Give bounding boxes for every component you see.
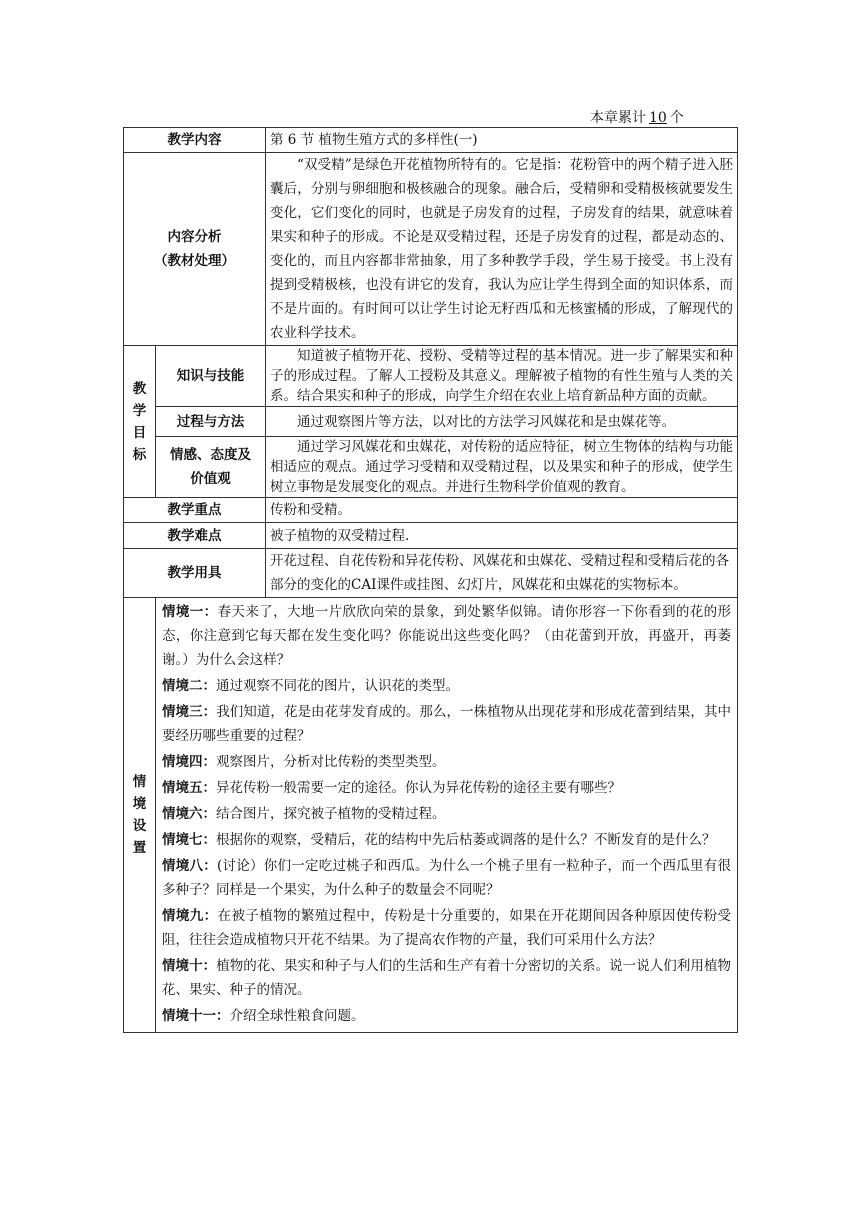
scenarios-label-char: 设 [132,818,147,834]
row-tools [124,549,738,598]
row-scenarios [124,598,738,1033]
process-text: 通过观察图片等方法，以对比的方法学习风媒花和是虫媒花等。 [266,407,738,437]
row-goal-attitude [124,437,738,498]
attitude-label [156,437,266,498]
goals-label-char: 教 [132,380,147,397]
scenario-text: 春天来了，大地一片欣欣向荣的景象，到处繁华似锦。请你形容一下你看到的花的形态，你注意到它每天都在发生变化吗？你能说出这些变化吗？（由花蕾到开放，再盛开，再萎谢。）为什么会这样？ [162,604,732,668]
scenario-item [162,700,731,748]
scenario-label: 情境十： [162,958,217,974]
analysis-label-line1: 内容分析 [167,229,222,245]
chapter-counter [590,107,684,127]
tools-value: 开花过程、自花传粉和异花传粉、风媒花和虫媒花、受精过程和受精后花的各部分的变化的CAI课件或挂图、幻灯片，风媒花和虫媒花的实物标本。 [266,549,738,598]
scenario-item [162,954,731,1002]
key-point-value: 传粉和受精。 [266,498,738,523]
scenario-item [162,854,731,902]
analysis-label-line2: （教材处理） [154,253,235,269]
scenario-item [162,828,731,852]
knowledge-text: 知道被子植物开花、授粉、受精等过程的基本情况。进一步了解果实和种子的形成过程。了解人工授粉及其意义。理解被子植物的有性生殖与人类的关系。结合果实和种子的形成，向学生介绍在农业上培育新品种方面的贡献。 [266,346,738,407]
analysis-text: “双受精”是绿色开花植物所特有的。它是指：花粉管中的两个精子进入胚囊后，分别与卵细胞和极核融合的现象。融合后，受精卵和受精极核就要发生变化，它们变化的同时，也就是子房发育的过程，子房发育的结果，就意味着果实和种子的形成。不论是双受精过程，还是子房发育的过程，都是动态的、变化的，而且内容都非常抽象，用了多种教学手段，学生易于接受。书上没有提到受精极核，也没有讲它的发育，我认为应让学生得到全面的知识体系，而不是片面的。有时间可以让学生讨论无籽西瓜和无核蜜橘的形成，了解现代的农业科学技术。 [266,153,738,346]
goals-label-char: 标 [132,446,147,463]
content-label: 教学内容 [124,128,266,153]
scenario-label: 情境八： [162,858,217,874]
difficulty-value: 被子植物的双受精过程. [266,523,738,549]
scenario-text: 观察图片，分析对比传粉的类型类型。 [216,754,446,770]
row-analysis [124,153,738,346]
counter-suffix: 个 [669,110,684,126]
scenario-text: 植物的花、果实和种子与人们的生活和生产有着十分密切的关系。说一说人们利用植物花、果实、种子的情况。 [162,958,732,998]
scenario-item [162,802,731,826]
scenario-item [162,600,731,672]
key-point-label: 教学重点 [124,498,266,523]
difficulty-label: 教学难点 [124,523,266,549]
row-difficulty [124,523,738,549]
counter-value: 10 [649,110,667,126]
scenario-text: (讨论）你们一定吃过桃子和西瓜。为什么一个桃子里有一粒种子，而一个西瓜里有很多种子？同样是一个果实，为什么种子的数量会不同呢？ [162,858,731,898]
attitude-text: 通过学习风媒花和虫媒花，对传粉的适应特征，树立生物体的结构与功能相适应的观点。通过学习受精和双受精过程，以及果实和种子的形成，使学生树立事物是发展变化的观点。并进行生物科学价值观的教育。 [266,437,738,498]
scenario-text: 结合图片，探究被子植物的受精过程。 [216,806,446,822]
scenario-label: 情境五： [162,780,216,796]
scenario-item [162,1004,731,1028]
scenario-item [162,904,731,952]
scenario-label: 情境二： [162,678,216,694]
scenario-text: 介绍全球性粮食问题。 [229,1008,365,1024]
scenario-label: 情境十一： [162,1008,230,1024]
scenarios-label-char: 置 [132,840,147,856]
counter-prefix: 本章累计 [590,110,646,126]
scenario-label: 情境九： [162,908,218,924]
content-value: 第 6 节 植物生殖方式的多样性(一) [266,128,738,153]
scenario-label: 情境六： [162,806,216,822]
goals-label-char: 学 [132,402,147,419]
knowledge-label: 知识与技能 [156,346,266,407]
scenario-text: 根据你的观察，受精后，花的结构中先后枯萎或调落的是什么？不断发育的是什么？ [216,832,716,848]
scenario-text: 通过观察不同花的图片，认识花的类型。 [216,678,459,694]
scenarios-label [124,598,156,1033]
goals-label [124,346,156,498]
attitude-label-line2: 价值观 [190,471,231,487]
row-goal-process [124,407,738,437]
tools-label: 教学用具 [124,549,266,598]
scenario-text: 在被子植物的繁殖过程中，传粉是十分重要的，如果在开花期间因各种原因使传粉受阻，往往会造成植物只开花不结果。为了提高农作物的产量，我们可采用什么方法？ [162,908,732,948]
scenario-label: 情境四： [162,754,216,770]
lesson-plan-table [123,127,738,1033]
attitude-label-line1: 情感、态度及 [170,447,251,463]
scenario-label: 情境七： [162,832,216,848]
scenarios-label-char: 情 [132,774,147,790]
scenario-item [162,750,731,774]
goals-label-char: 目 [132,424,147,441]
scenario-label: 情境三： [162,704,217,720]
scenario-item [162,776,731,800]
row-key-point [124,498,738,523]
row-content [124,128,738,153]
scenario-text: 我们知道，花是由花芽发育成的。那么，一株植物从出现花芽和形成花蕾到结果，其中要经历哪些重要的过程？ [162,704,732,744]
scenario-text: 异花传粉一般需要一定的途径。你认为异花传粉的途径主要有哪些？ [216,780,621,796]
analysis-label [124,153,266,346]
process-label: 过程与方法 [156,407,266,437]
scenarios-label-char: 境 [132,796,147,812]
scenario-item [162,674,731,698]
scenario-label: 情境一： [162,604,218,620]
scenarios-list [156,598,738,1033]
row-goal-knowledge [124,346,738,407]
